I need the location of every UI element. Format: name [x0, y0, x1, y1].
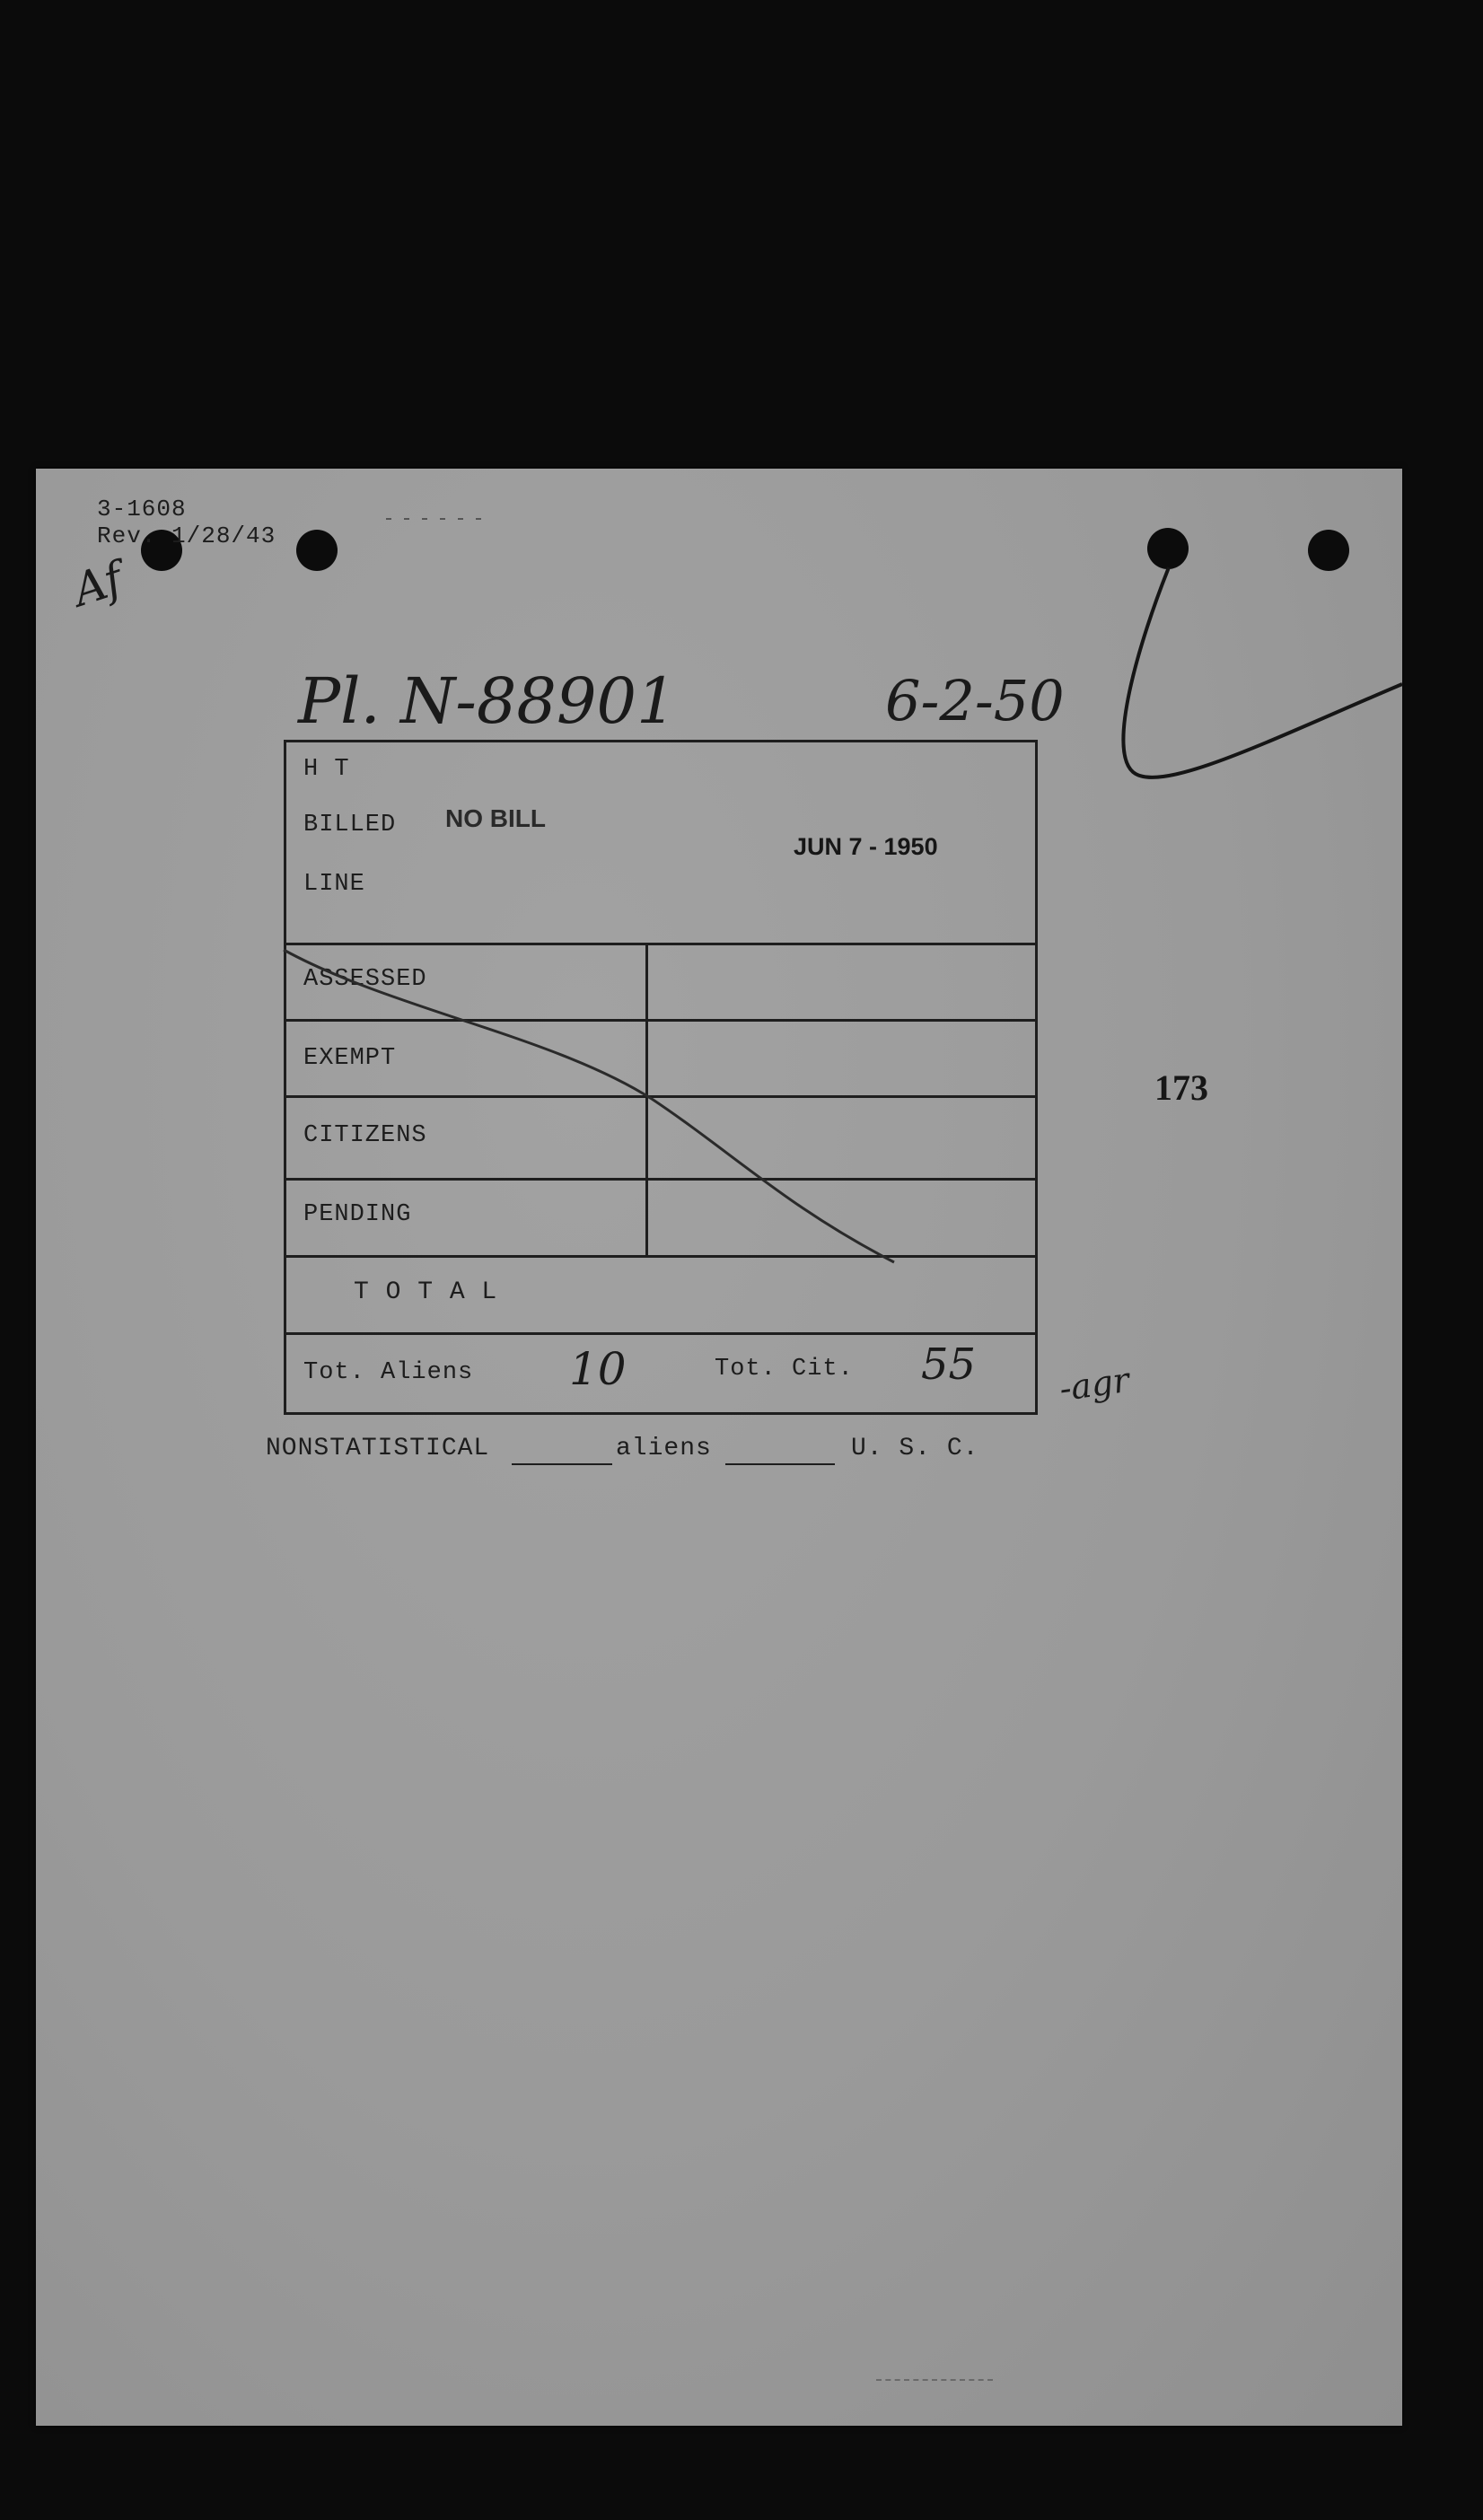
aliens-blank [725, 1463, 835, 1465]
handwritten-initials: Af [66, 552, 129, 617]
total-label: T O T A L [354, 1278, 498, 1306]
tot-aliens-value: 10 [569, 1343, 627, 1395]
row-assessed: ASSESSED [303, 966, 427, 993]
row-exempt: EXEMPT [303, 1045, 397, 1072]
form-revision: Rev. 1/28/43 [97, 522, 276, 549]
usc-label: U. S. C. [851, 1435, 979, 1462]
no-bill-stamp: NO BILL [445, 804, 546, 832]
row-pending: PENDING [303, 1201, 412, 1228]
tot-cit-label: Tot. Cit. [715, 1356, 854, 1383]
page-number: 173 [1154, 1067, 1208, 1108]
label-billed: BILLED [303, 812, 397, 839]
side-note: -agr [1057, 1359, 1132, 1409]
aliens-label: aliens [616, 1435, 712, 1462]
row-citizens: CITIZENS [303, 1122, 427, 1149]
tot-cit-value: 55 [921, 1339, 977, 1390]
tally-table [284, 740, 1038, 1415]
handwritten-date: 6-2-50 [885, 668, 1065, 733]
label-ht: H T [303, 756, 350, 783]
document-page [36, 469, 1402, 2426]
cancel-stroke [284, 740, 1038, 1415]
label-line: LINE [303, 871, 365, 898]
case-reference: Pl. N-88901 [298, 664, 677, 738]
nonstatistical-blank [512, 1463, 612, 1465]
form-number: 3-1608 [97, 496, 187, 522]
bottom-mark [876, 2379, 993, 2381]
nonstatistical-label: NONSTATISTICAL [266, 1435, 490, 1462]
date-stamp: JUN 7 - 1950 [794, 833, 938, 860]
tot-aliens-label: Tot. Aliens [303, 1359, 474, 1386]
